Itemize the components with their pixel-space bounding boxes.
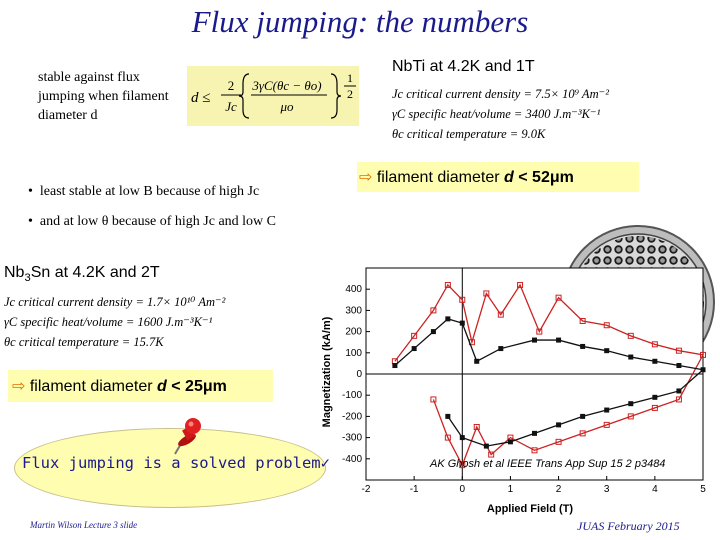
nb3sn-parameters (4, 292, 225, 352)
formula-exp-den: 2 (347, 87, 353, 101)
formula-inner-den: μo (280, 99, 294, 114)
series-point (556, 422, 561, 427)
bullet-low-theta-text: and at low θ because of high Jc and low C (39, 214, 276, 229)
y-tick-label: 300 (345, 305, 362, 317)
nb3sn-result-value: < 25μm (166, 378, 227, 395)
y-tick-label: -200 (341, 411, 362, 423)
nbti-parameters (392, 84, 609, 144)
nbti-temp-line: θc critical temperature = 9.0K (392, 127, 546, 141)
y-tick-label: 100 (345, 347, 362, 359)
series-point (532, 431, 537, 436)
pushpin-icon (170, 418, 206, 463)
y-tick-label: 200 (345, 326, 362, 338)
formula-lhs: d ≤ (191, 90, 211, 106)
series-point (460, 321, 465, 326)
series-point (652, 395, 657, 400)
x-tick-label: 4 (652, 484, 658, 495)
y-tick-label: 400 (345, 284, 362, 296)
x-tick-label: 0 (459, 484, 466, 495)
nbti-heat-line: γC specific heat/volume = 3400 J.m⁻³K⁻¹ (392, 107, 601, 121)
series-point (604, 408, 609, 413)
series-point (604, 348, 609, 353)
y-axis-title: Magnetization (kA/m) (321, 316, 333, 428)
series-point (532, 338, 537, 343)
nb3sn-heading: $Nb_3Sn$ at 4.2K and 2T (4, 264, 160, 285)
series-point (508, 439, 513, 444)
solved-problem-text: Flux jumping is a solved problem✓ (22, 454, 330, 472)
series-point (628, 401, 633, 406)
nb3sn-heat-line: γC specific heat/volume = 1600 J.m⁻³K⁻¹ (4, 315, 213, 329)
footer-date: JUAS February 2015 (577, 519, 680, 533)
y-tick-label: -400 (341, 453, 362, 465)
slide-title: Flux jumping: the numbers (191, 4, 529, 39)
series-point (652, 359, 657, 364)
series-point (484, 444, 489, 449)
nb3sn-result-var: d (157, 378, 167, 395)
stability-condition-text: stable against flux jumping when filament diameter d (38, 70, 169, 123)
nbti-jc-line: Jc critical current density = 7.5× 10⁹ Am⁻² (392, 87, 609, 101)
series-point (392, 363, 397, 368)
series-point (676, 363, 681, 368)
x-tick-label: 1 (507, 484, 514, 495)
x-tick-label: 5 (700, 484, 706, 495)
y-tick-label: 0 (356, 369, 362, 380)
x-tick-label: 2 (555, 484, 562, 495)
footer-lecture: Martin Wilson Lecture 3 slide (30, 520, 138, 530)
series-point (580, 344, 585, 349)
nb3sn-temp-line: θc critical temperature = 15.7K (4, 335, 164, 349)
formula-coef-num: 2 (227, 78, 235, 93)
series-point (498, 346, 503, 351)
figure-credit: AK Ghosh et al IEEE Trans App Sup 15 2 p3484 (430, 458, 666, 470)
nbti-result-var: d (504, 169, 514, 186)
nb3sn-result (8, 370, 273, 396)
nbti-result-box (357, 162, 639, 192)
y-tick-label: -100 (341, 390, 362, 402)
bullet-low-theta: • and at low θ because of high Jc and low C (28, 214, 276, 229)
nbti-result (357, 162, 639, 187)
series-point (701, 367, 706, 372)
bullet-low-b-text: least stable at low B because of high Jc (39, 184, 260, 199)
x-tick-label: -2 (361, 484, 371, 495)
series-point (445, 414, 450, 419)
arrow-right-icon: ⇨ (12, 378, 26, 395)
bullet-low-b: • least stable at low B because of high Jc (28, 184, 260, 199)
series-point (445, 316, 450, 321)
nb3sn-jc-line: Jc critical current density = 1.7× 10¹⁰ Am⁻² (4, 295, 226, 309)
magnetization-chart-svg (318, 262, 710, 517)
nb3sn-result-prefix: filament diameter (29, 378, 158, 395)
formula-svg (187, 66, 359, 126)
series-point (556, 338, 561, 343)
series-point (676, 388, 681, 393)
series-point (580, 414, 585, 419)
magnetization-chart (318, 262, 710, 522)
formula-coef-den: Jc (225, 99, 237, 114)
x-tick-label: -1 (409, 484, 419, 495)
arrow-right-icon: ⇨ (359, 169, 373, 186)
nbti-result-prefix: filament diameter (376, 169, 505, 186)
nbti-heading: NbTi at 4.2K and 1T (392, 58, 535, 75)
nbti-result-value: < 52μm (513, 169, 574, 186)
formula-inner-num: 3γC(θc − θo) (252, 78, 322, 93)
series-point (474, 359, 479, 364)
formula-exp-num: 1 (347, 71, 353, 85)
y-tick-label: -300 (341, 432, 362, 444)
x-tick-label: 3 (603, 484, 610, 495)
x-axis-title: Applied Field (T) (486, 503, 574, 515)
stability-formula (187, 66, 359, 126)
series-point (431, 329, 436, 334)
nb3sn-result-box (8, 370, 273, 402)
series-point (460, 435, 465, 440)
series-point (412, 346, 417, 351)
series-point (628, 355, 633, 360)
